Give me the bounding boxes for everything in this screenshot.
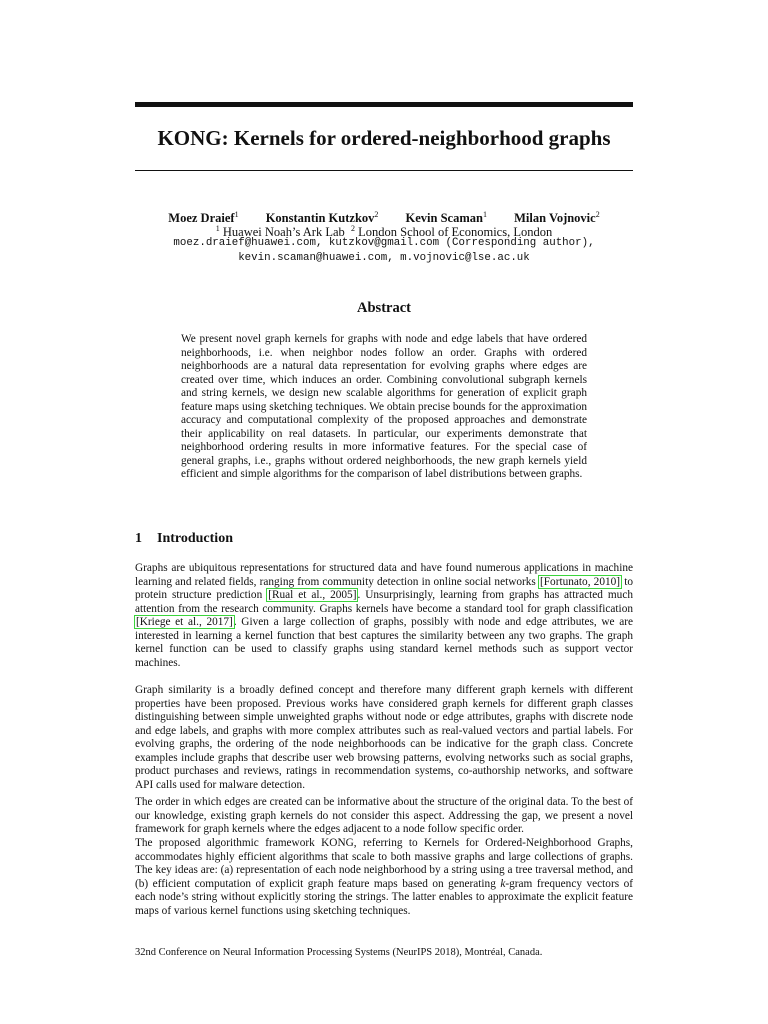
conference-footer: 32nd Conference on Neural Information Processing Systems (NeurIPS 2018), Montréal, Canada. xyxy=(135,947,543,958)
email-block xyxy=(135,236,633,266)
paragraph-text: . Unsurprisingly, learning from graphs has attracted much attention from the research community. Graphs kernels have become a standard tool for graph classification xyxy=(135,589,633,615)
author-name: Konstantin Kutzkov xyxy=(265,211,375,226)
paragraph-text: -gram frequency vectors of each node’s string without explicitly storing the strings. The latter enables to approximate the explicit feature maps of various kernel functions using sketching techniques. xyxy=(135,877,634,917)
citation-link[interactable]: [Rual et al., 2005] xyxy=(268,589,357,601)
title-bottom-rule xyxy=(135,170,633,171)
author-name: Kevin Scaman xyxy=(405,211,483,226)
affiliation: Huawei Noah’s Ark Lab xyxy=(222,225,345,240)
abstract-text: We present novel graph kernels for graphs with node and edge labels that have ordered neighborhoods, i.e. when neighbor nodes follow an order. Graphs with ordered neighborhoods are a natural data representation for evolving graphs where edges are created over time, which induces an order. Combining convolutional subgraph kernels and string kernels, we design new scalable algorithms for generation of explicit graph feature maps using sketching techniques. We obtain precise bounds for the approximation accuracy and computational complexity of the proposed approaches and demonstrate their applicability on real datasets. In particular, our experiments demonstrate that neighborhood ordering results in more informative features. For the special case of general graphs, i.e., graphs without ordered neighborhoods, the new graph kernels yield efficient and simple algorithms for the comparison of label distributions between graphs. xyxy=(181,333,587,480)
affil-mark: 2 xyxy=(351,224,356,233)
intro-paragraph-2: Graph similarity is a broadly defined concept and therefore many different graph kernels with different properties have been proposed. Previous works have considered graph kernels for different graph classes distinguishing between simple unweighted graphs without node or edge attributes, graphs with discrete node and edge labels, and graphs with more complex attributes such as real-valued vectors and partial labels. For evolving graphs, the ordering of the node neighborhoods can be indicative for the graph class. Concrete examples include graphs that describe user web browsing patterns, evolving networks such as social graphs, product purchases and reviews, ratings in recommendation systems, co-authorship networks, and software API calls used for malware detection. xyxy=(135,684,633,791)
math-variable: k xyxy=(500,877,506,890)
title-top-rule xyxy=(135,102,633,107)
section-title: Introduction xyxy=(157,531,233,546)
author-affil-mark: 1 xyxy=(482,210,487,219)
author-affil-mark: 2 xyxy=(374,210,379,219)
abstract-heading: Abstract xyxy=(357,300,411,316)
intro-paragraph-1 xyxy=(135,562,633,670)
paragraph-text: to protein structure prediction xyxy=(135,575,633,601)
citation-link[interactable]: [Fortunato, 2010] xyxy=(540,575,621,588)
email-line: moez.draief@huawei.com, kutzkov@gmail.com (Corresponding author), xyxy=(173,237,595,249)
intro-paragraph-4 xyxy=(135,837,633,918)
paragraph-text: The proposed algorithmic framework KONG, referring to Kernels for Ordered-Neighborhood Graphs, accommodates highly efficient algorithms that scale to both massive graphs and large collections of graphs. The key ideas are: (a) representation of each node neighborhood by a string using a tree traversal method, and (b) efficient computation of explicit graph feature maps based on generating xyxy=(135,837,633,890)
intro-paragraph-3: The order in which edges are created can be informative about the structure of the original data. To the best of our knowledge, existing graph kernels do not consider this aspect. Addressing the gap, we present a novel framework for graph kernels where the edges adjacent to a node follow specific order. xyxy=(135,796,633,835)
author-name: Milan Vojnovic xyxy=(514,211,596,226)
author-affil-mark: 1 xyxy=(234,210,239,219)
affiliation: London School of Economics, London xyxy=(358,225,553,240)
author-name: Moez Draief xyxy=(168,211,235,226)
section-heading xyxy=(135,529,233,549)
paragraph-text: . Given a large collection of graphs, possibly with node and edge attributes, we are interested in learning a kernel function that best captures the similarity between any two graphs. The graph kernel function can be used to classify graphs using standard kernel methods such as support vector machines. xyxy=(135,616,634,669)
affil-mark: 1 xyxy=(215,224,220,233)
citation-link[interactable]: [Kriege et al., 2017] xyxy=(136,616,233,628)
section-number: 1 xyxy=(135,531,142,546)
paragraph-text: Graphs are ubiquitous representations for structured data and have found numerous applications in machine learning and related fields, ranging from community detection in online social networks xyxy=(135,562,633,588)
author-affil-mark: 2 xyxy=(595,210,600,219)
email-line: kevin.scaman@huawei.com, m.vojnovic@lse.ac.uk xyxy=(238,252,530,264)
paper-title: KONG: Kernels for ordered-neighborhood graphs xyxy=(157,126,611,150)
